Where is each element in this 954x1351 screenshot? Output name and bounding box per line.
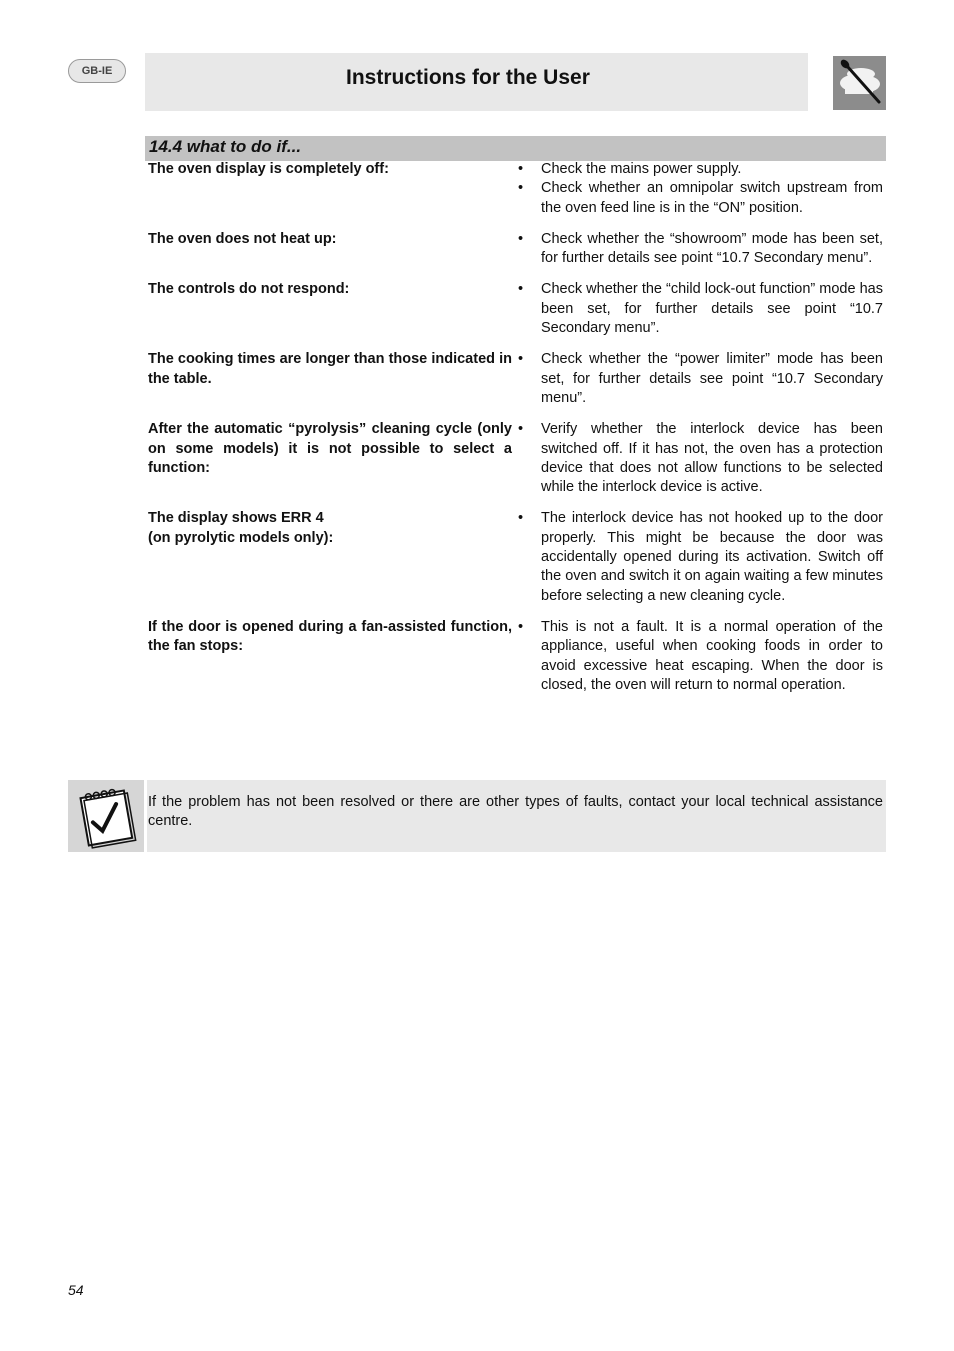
solution-list [512,350,883,408]
solution-list [512,420,883,497]
problem-label: The oven display is completely off: [148,161,389,177]
solution-item [518,618,883,695]
table-row [148,509,883,605]
bullet-icon: • [518,161,524,177]
solution-item [518,179,883,218]
section-header [145,136,886,161]
solution-text: Check whether the “power limiter” mode has been set, for further details see point “10.7 Secondary menu”. [541,351,883,406]
solution-item [518,230,883,269]
problem-label: If the door is opened during a fan-assisted function, the fan stops: [148,618,512,655]
solution-text: Check the mains power supply. [541,161,742,177]
bullet-icon: • [518,351,524,368]
table-row [148,350,883,408]
problem-label: The oven does not heat up: [148,230,337,247]
solution-list [512,160,883,218]
note-box [147,780,886,852]
solution-text: Check whether the “child lock-out function” mode has been set, for further details see point “10.7 Secondary menu”. [541,281,883,337]
page-header [145,53,808,111]
notepad-check-icon [68,780,144,852]
region-badge: GB-IE [68,59,126,83]
solution-text: Check whether an omnipolar switch upstream from the oven feed line is in the “ON” position. [541,180,883,216]
page-title: Instructions for the User [346,66,590,89]
solution-item [518,160,883,179]
bullet-icon: • [518,180,524,197]
bullet-icon: • [518,421,524,438]
table-row [148,280,883,338]
bullet-icon: • [518,618,524,635]
solution-text: This is not a fault. It is a normal operation of the appliance, useful when cooking foods in order to avoid excessive heat escaping. When the door is closed, the oven will return to normal operation. [541,618,883,693]
solution-list [512,280,883,338]
solution-list [512,230,883,269]
solution-text: Check whether the “showroom” mode has been set, for further details see point “10.7 Secondary menu”. [541,230,883,267]
table-row [148,420,883,497]
table-row [148,160,883,218]
bullet-icon: • [518,230,524,247]
solution-list [512,509,883,605]
problem-label: The display shows ERR 4 (on pyrolytic models only): [148,510,334,546]
solution-text: Verify whether the interlock device has been switched off. If it has not, the oven has a protection device that does not allow functions to be selected while the interlock device is active. [541,421,883,496]
solution-list [512,618,883,695]
solution-item [518,420,883,497]
chef-hat-spoon-icon [833,56,886,110]
solution-text: The interlock device has not hooked up to the door properly. This might be because the door was accidentally opened during its activation. Switch off the oven and switch it on again waiting a few minutes before selecting a new cleaning cycle. [541,510,883,604]
bullet-icon: • [518,510,524,527]
troubleshooting-table [148,160,883,707]
problem-label: After the automatic “pyrolysis” cleaning cycle (only on some models) it is not possible to select a function: [148,421,512,476]
problem-label: The cooking times are longer than those indicated in the table. [148,351,512,387]
page-number: 54 [68,1282,84,1298]
note-text: If the problem has not been resolved or there are other types of faults, contact your local technical assistance centre. [148,794,883,830]
solution-item [518,350,883,408]
table-row [148,230,883,269]
problem-label: The controls do not respond: [148,281,350,298]
solution-item [518,509,883,605]
solution-item [518,280,883,338]
table-row [148,618,883,695]
section-title: 14.4 what to do if... [149,137,302,156]
bullet-icon: • [518,281,524,298]
